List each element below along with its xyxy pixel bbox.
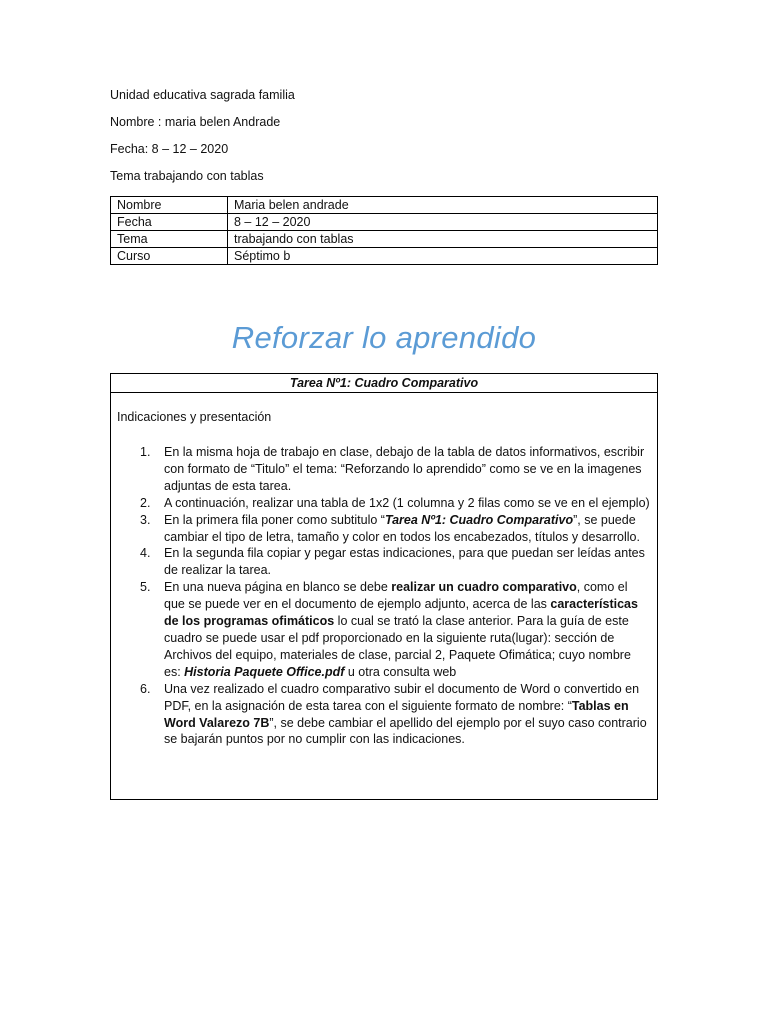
list-item [117, 545, 651, 579]
header-topic: Tema trabajando con tablas [110, 169, 264, 183]
list-text: , como el que se puede ver en el documento de ejemplo adjunto, acerca de las [164, 580, 628, 612]
instructions-list [117, 444, 651, 748]
list-number: 4. [140, 546, 151, 561]
list-item [117, 444, 651, 495]
list-text: lo cual se trató la clase anterior. Para la guía de este cuadro se puede usar el pdf proporcionado en la siguiente ruta(lugar): sección de Archivos del equipo, materiales de clase, parcial 2, Paquete Ofimática; cuyo nombre es: [164, 614, 631, 679]
table-key: Fecha [111, 214, 228, 231]
list-item [117, 495, 651, 512]
table-key: Tema [111, 231, 228, 248]
list-text: A continuación, realizar una tabla de 1x2 (1 columna y 2 filas como se ve en el ejemplo) [164, 495, 650, 510]
list-text: En la misma hoja de trabajo en clase, debajo de la tabla de datos informativos, escribir con formato de “Titulo” el tema: “Reforzando lo aprendido” como se ve en la imagenes adjuntas de esta tarea. [164, 445, 645, 493]
list-text: ”, se puede cambiar el tipo de letra, tamaño y color en todos los encabezados, títulos y desarrollo. [164, 512, 640, 544]
list-text: Historia Paquete Office.pdf [184, 664, 345, 679]
info-table [110, 196, 658, 265]
list-number: 5. [140, 580, 151, 595]
table-key: Nombre [111, 197, 228, 214]
table-value: Maria belen andrade [228, 197, 658, 214]
list-text: En la segunda fila copiar y pegar estas indicaciones, para que puedan ser leídas antes de realizar la tarea. [164, 546, 645, 578]
table-row [111, 197, 658, 214]
task-heading: Tarea Nº1: Cuadro Comparativo [111, 374, 657, 393]
list-number: 2. [140, 495, 151, 510]
list-item [117, 579, 651, 680]
table-value: trabajando con tablas [228, 231, 658, 248]
list-number: 6. [140, 681, 151, 696]
table-row [111, 214, 658, 231]
table-value: 8 – 12 – 2020 [228, 214, 658, 231]
table-key: Curso [111, 248, 228, 265]
list-number: 3. [140, 512, 151, 527]
list-text: En una nueva página en blanco se debe [164, 580, 392, 595]
list-text: u otra consulta web [344, 664, 457, 679]
header-school: Unidad educativa sagrada familia [110, 88, 295, 102]
table-value: Séptimo b [228, 248, 658, 265]
list-text: Una vez realizado el cuadro comparativo subir el documento de Word o convertido en PDF, en la asignación de esta tarea con el siguiente formato de nombre: “ [164, 681, 640, 713]
list-number: 1. [140, 445, 151, 459]
list-text: En la primera fila poner como subtitulo “ [164, 512, 385, 527]
task-intro: Indicaciones y presentación [117, 410, 272, 424]
table-row [111, 231, 658, 248]
list-text: Tablas en Word Valarezo 7B [164, 698, 629, 730]
table-row [111, 248, 658, 265]
page-title: Reforzar lo aprendido [231, 320, 537, 355]
list-text: características de los programas ofimáticos [164, 597, 638, 629]
task-body [111, 393, 657, 748]
list-text: ”, se debe cambiar el apellido del ejemplo por el suyo caso contrario se bajarán puntos por no cumplir con las indicaciones. [164, 715, 647, 747]
header-date: Fecha: 8 – 12 – 2020 [110, 142, 229, 156]
list-text: realizar un cuadro comparativo [391, 580, 577, 595]
list-item [117, 681, 651, 749]
list-text: Tarea Nº1: Cuadro Comparativo [384, 512, 574, 527]
task-box [110, 373, 658, 800]
header-name: Nombre : maria belen Andrade [110, 115, 281, 129]
list-item [117, 512, 651, 546]
